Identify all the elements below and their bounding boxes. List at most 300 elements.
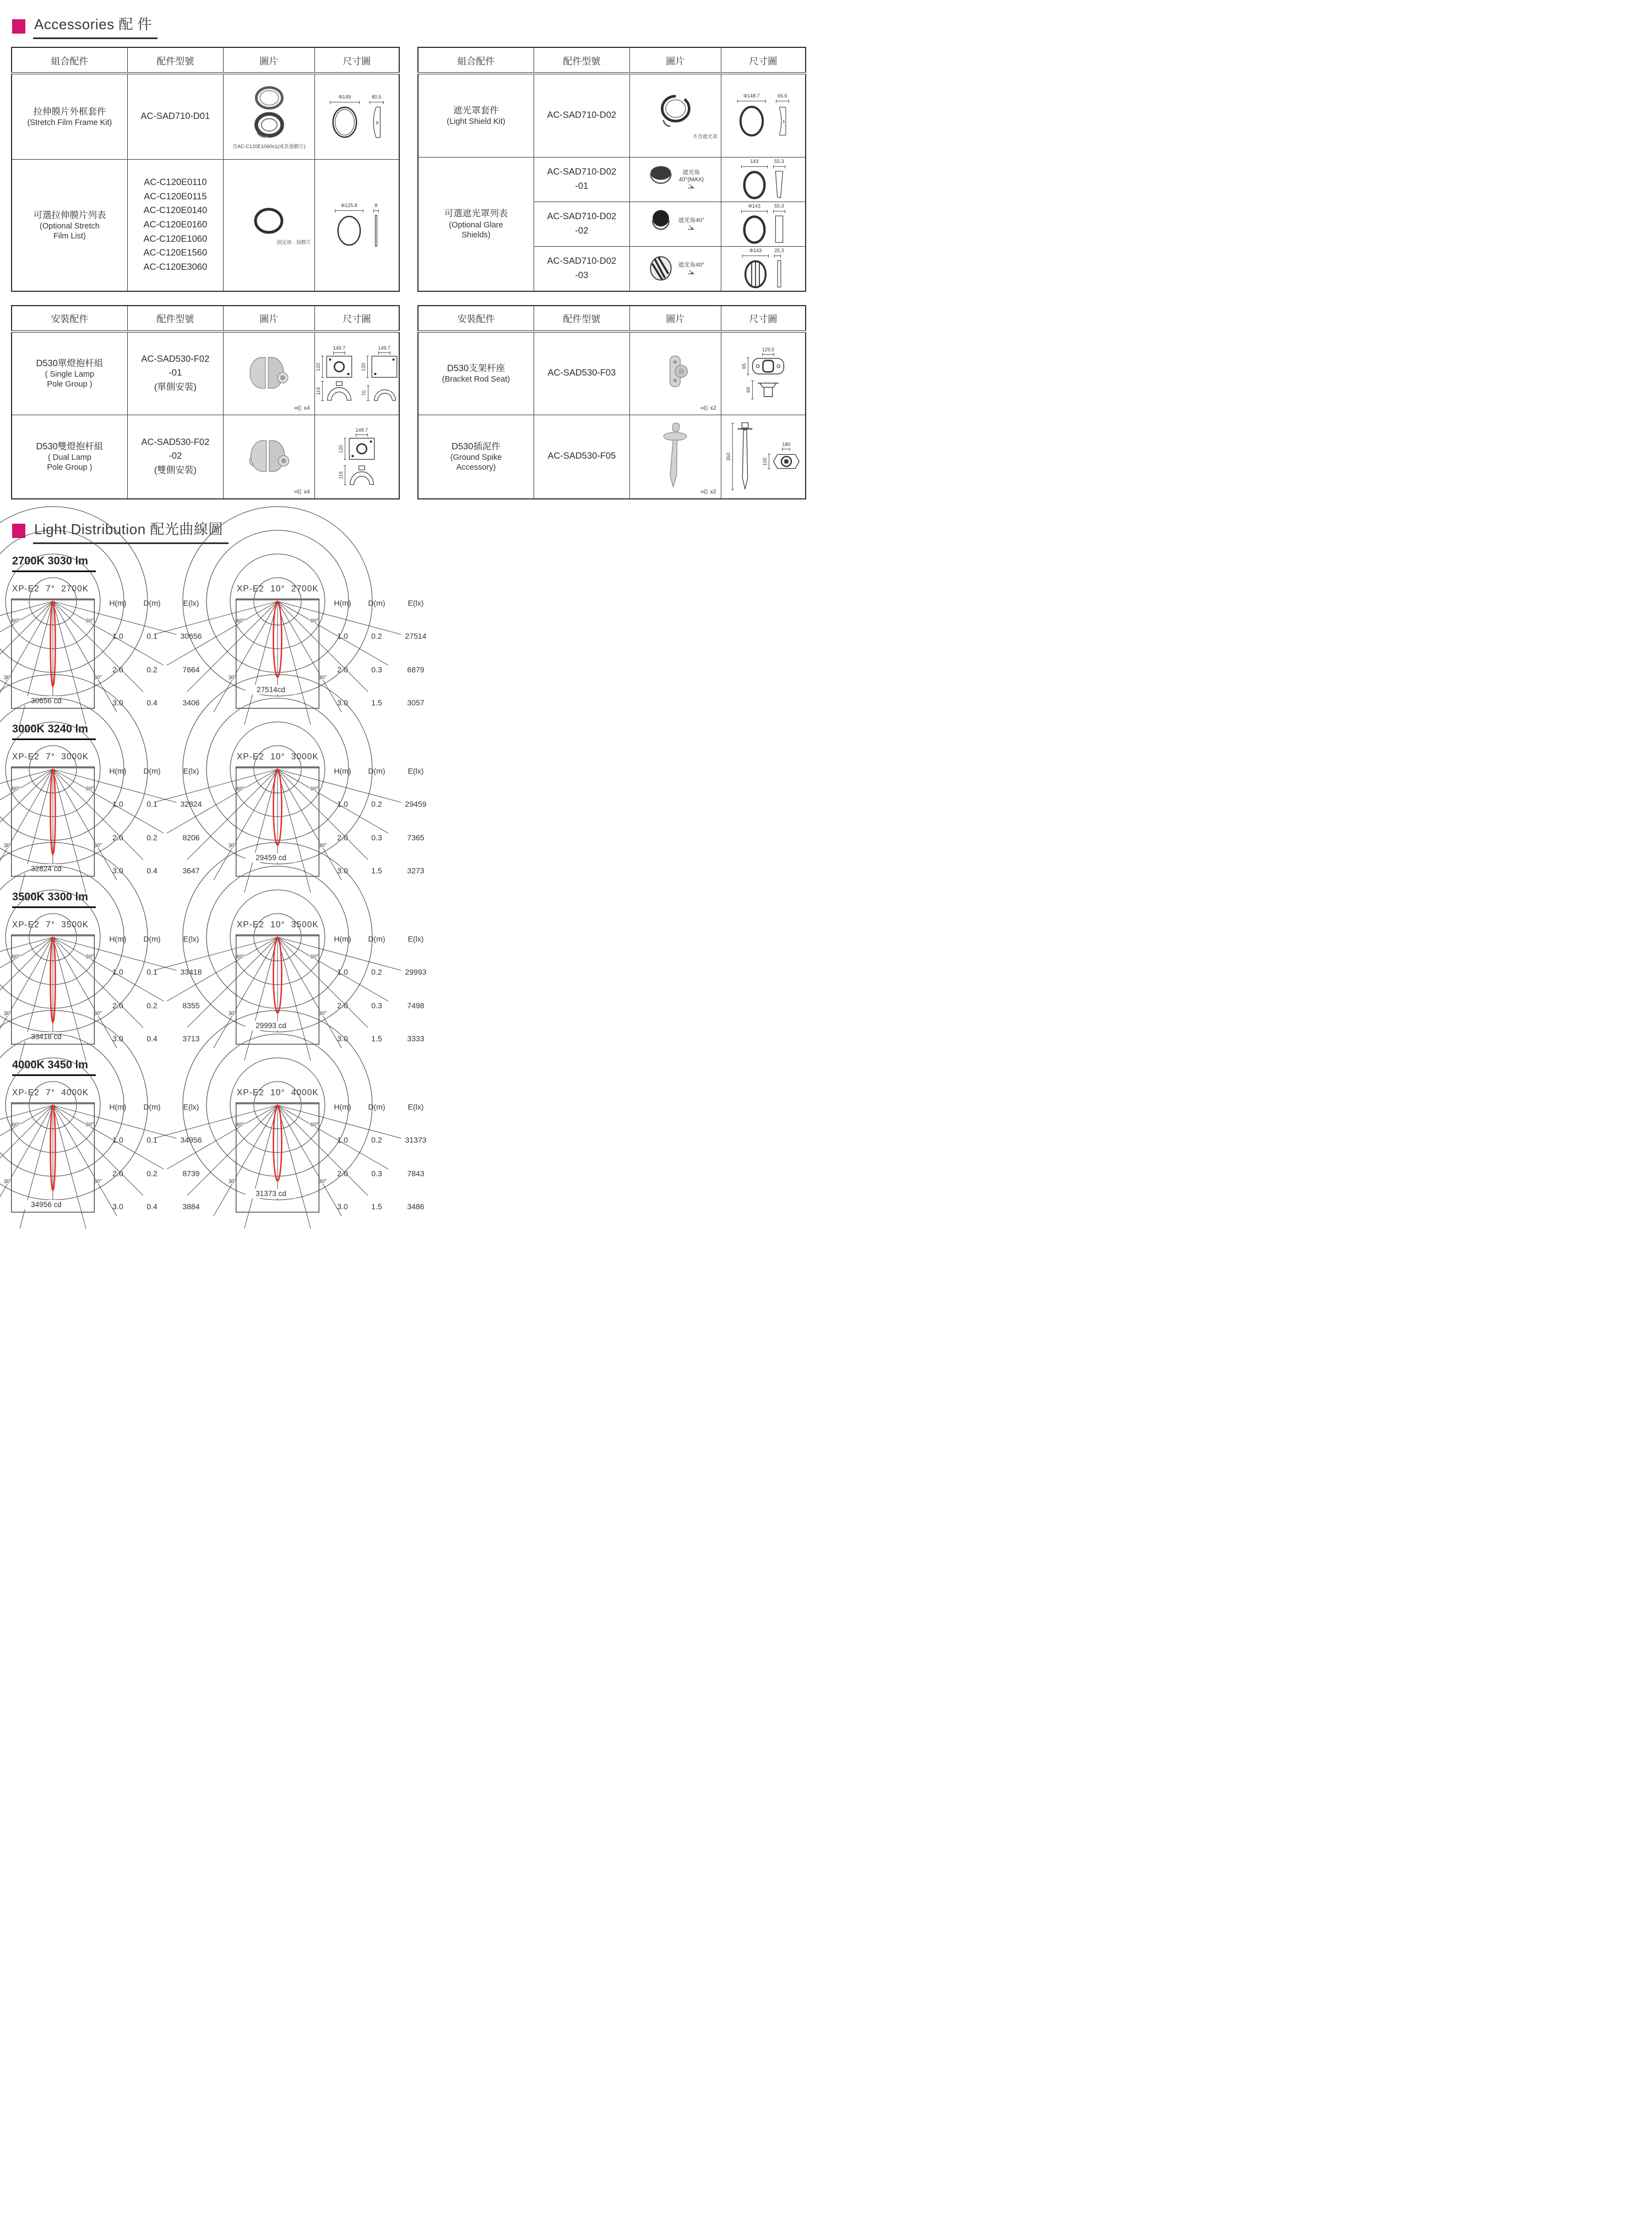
col-header: 配件型號 (534, 47, 629, 73)
side-profile-icon (776, 104, 789, 138)
table-header-row (12, 306, 399, 331)
ld-table-row (104, 1001, 210, 1010)
table-row (418, 331, 806, 415)
depth-dimension: 25.3 (774, 248, 784, 290)
svg-text:60°: 60° (310, 786, 319, 792)
ld-col-header: H(m) (109, 766, 127, 775)
svg-text:30°: 30° (94, 1178, 102, 1185)
ld-data-table (328, 934, 435, 1046)
depth-dimension: 55.3 (773, 159, 785, 200)
accessories-tables-bottom (11, 305, 815, 499)
ld-cell: 2.0 (337, 1001, 348, 1010)
ld-chart-body (228, 1102, 460, 1214)
ld-charts-row (3, 920, 815, 1046)
arch-dimension-figure: 70 (361, 385, 398, 401)
polar-distribution-chart (228, 599, 327, 709)
part-photo-cell (629, 202, 721, 246)
ld-cell: 7664 (182, 665, 200, 674)
diameter-dimension: Φ143 (741, 203, 768, 245)
shield-kit-photo (631, 91, 720, 132)
ld-chart-block (3, 752, 236, 878)
part-name-zh: D530支架杆座 (447, 363, 506, 374)
part-name-cell (12, 331, 127, 415)
ld-chart-block (3, 920, 236, 1046)
col-header: 配件型號 (127, 306, 223, 331)
svg-text:30°: 30° (3, 1010, 12, 1017)
flange-side-icon (756, 380, 781, 400)
table-row (418, 73, 806, 157)
ld-cell: 30656 (180, 632, 202, 641)
screw-qty-note: x2 (700, 405, 716, 411)
ld-chart-body (228, 766, 460, 878)
part-name-en: (Ground Spike (450, 453, 502, 463)
ld-cell: 3486 (407, 1202, 425, 1211)
arch-dimension-figure: 116 (316, 381, 353, 401)
arch-figure-icon (372, 385, 398, 401)
ld-cell: 3.0 (337, 698, 348, 708)
svg-text:30°: 30° (318, 843, 327, 849)
ld-table-row (328, 1135, 435, 1144)
part-photo-cell (223, 160, 314, 291)
polar-distribution-chart (228, 767, 327, 877)
dimension-cell (721, 246, 806, 291)
svg-text:30°: 30° (3, 675, 12, 681)
svg-text:30°: 30° (228, 1178, 237, 1185)
ld-table-row (328, 1202, 435, 1211)
ld-col-header: D(m) (143, 598, 161, 607)
ring-outline-icon (742, 170, 767, 200)
ld-table-header (328, 934, 435, 943)
clamp-photo (225, 437, 313, 476)
part-name-zh: 可選遮光罩列表 (444, 209, 508, 219)
ld-cell: 2.0 (112, 833, 123, 842)
part-name-en: Film List) (53, 231, 86, 241)
ld-cell: 0.2 (146, 1169, 157, 1178)
screw-qty-note: x4 (294, 405, 310, 411)
ld-cell: 7365 (407, 833, 425, 842)
table-row (12, 415, 399, 499)
peak-candela-label: 34956 cd (31, 1200, 62, 1209)
part-name-cell (418, 415, 534, 499)
ld-cell: 2.0 (112, 1169, 123, 1178)
svg-text:60°: 60° (310, 618, 319, 624)
ld-cell: 8355 (182, 1001, 200, 1010)
ld-cell: 0.4 (146, 1202, 157, 1211)
svg-text:30°: 30° (94, 843, 102, 849)
ld-group-heading: 3500K 3300 lm (12, 891, 96, 908)
ld-group (3, 718, 815, 878)
depth-dimension: 65.6 (776, 93, 789, 138)
accessories-section-heading (12, 13, 815, 39)
shade-angle-note: 遮光角40° (678, 262, 704, 275)
depth-dimension: 80.5 (369, 94, 384, 139)
ld-chart-body (3, 934, 236, 1046)
light-distribution-section-heading (12, 518, 815, 544)
louver-shield-photo-icon (646, 253, 675, 284)
arch-dimension-figure: 116 (338, 465, 376, 486)
part-name-en: (Stretch Film Frame Kit) (27, 118, 112, 128)
ld-col-header: H(m) (109, 934, 127, 943)
ld-cell: 0.2 (371, 632, 382, 641)
ld-cell: 8739 (182, 1169, 200, 1178)
front-dimension-figure: 149.7 120 (316, 345, 353, 378)
part-name-zh: 拉伸膜片外框套件 (33, 106, 106, 117)
part-name-cell (418, 73, 534, 157)
svg-text:60°: 60° (85, 618, 94, 624)
ld-cell: 1.5 (371, 866, 382, 876)
diameter-dimension: Φ149 (330, 94, 360, 139)
part-name-zh: 可選拉伸膜片列表 (33, 210, 106, 220)
ld-col-header: H(m) (109, 1102, 127, 1111)
ld-table-row (328, 833, 435, 842)
part-name-en: (Bracket Rod Seat) (442, 375, 510, 384)
ld-table-row (328, 1169, 435, 1178)
ld-cell: 3273 (407, 866, 425, 876)
ld-cell: 0.2 (146, 1001, 157, 1010)
ld-table-row (104, 1169, 210, 1178)
table-header-row (12, 47, 399, 73)
part-name-en: (Optional Stretch (40, 221, 100, 231)
part-photo-cell (223, 331, 314, 415)
plate-figure-icon (371, 355, 398, 378)
ld-chart-block (3, 584, 236, 710)
accessories-tables-top (11, 47, 815, 292)
ld-table-row (328, 800, 435, 808)
ld-table-header (328, 1102, 435, 1111)
dimension-cell (314, 331, 399, 415)
ld-cell: 0.1 (146, 968, 157, 977)
ld-group (3, 1053, 815, 1214)
peak-candela-label: 32824 cd (31, 864, 62, 873)
col-header: 配件型號 (534, 306, 629, 331)
ld-table-row (104, 698, 210, 707)
ld-cell: 0.4 (146, 866, 157, 876)
svg-text:60°: 60° (85, 786, 94, 792)
ld-col-header: H(m) (334, 934, 351, 943)
hex-dimension-figure: 180 100 (762, 442, 801, 471)
ld-cell: 29993 (405, 968, 427, 977)
pole-group-table (11, 305, 400, 499)
ld-cell: 0.3 (371, 1169, 382, 1178)
ld-cell: 1.0 (112, 632, 123, 641)
part-name-en: Shields) (461, 230, 491, 240)
bracket-spike-table (417, 305, 806, 499)
col-header: 尺寸圖 (721, 306, 806, 331)
part-photo-cell (223, 73, 314, 160)
arch-figure-icon (325, 381, 353, 401)
screw-icon (700, 489, 709, 494)
ld-cell: 1.5 (371, 698, 382, 708)
screw-icon (294, 405, 302, 411)
ld-cell: 34956 (180, 1135, 202, 1145)
hex-plate-icon (772, 452, 801, 471)
ld-chart-body (228, 934, 460, 1046)
part-name-cell (418, 157, 534, 291)
ld-cell: 0.1 (146, 632, 157, 641)
table-row (12, 160, 399, 291)
ld-charts-row (3, 752, 815, 878)
ld-col-header: E(lx) (183, 934, 199, 943)
ld-table-header (328, 767, 435, 775)
ld-cell: 1.0 (112, 1135, 123, 1145)
svg-text:60°: 60° (236, 1122, 245, 1128)
ld-cell: 3713 (182, 1034, 200, 1044)
ld-cell: 3.0 (337, 866, 348, 876)
spike-dimension-figure: 350 (726, 421, 754, 492)
part-photo-cell (629, 415, 721, 499)
svg-text:30°: 30° (3, 1178, 12, 1185)
svg-text:60°: 60° (310, 1122, 319, 1128)
peak-candela-label: 30656 cd (31, 696, 62, 705)
dimension-cell (721, 157, 806, 202)
ring-stack-photo-icon (251, 84, 287, 142)
ld-table-header (104, 599, 210, 607)
ld-cell: 3406 (182, 698, 200, 708)
ld-cell: 3884 (182, 1202, 200, 1211)
svg-text:30°: 30° (318, 1010, 327, 1017)
ld-table-row (328, 1001, 435, 1010)
flange-side-figure: 69 (746, 380, 781, 400)
ld-data-table (104, 934, 210, 1046)
ld-cell: 0.2 (146, 665, 157, 674)
stretch-film-table (11, 47, 400, 292)
ld-col-header: H(m) (334, 766, 351, 775)
ld-table-row (328, 968, 435, 976)
screw-icon (294, 489, 302, 494)
flange-front-figure: 129.5 65 (741, 347, 785, 376)
polar-distribution-chart (3, 767, 102, 877)
ld-chart-body (3, 1102, 236, 1214)
light-shield-table (417, 47, 806, 292)
ld-cell: 1.0 (112, 968, 123, 977)
part-model-cell: AC-SAD710-D01 (127, 73, 223, 160)
ld-col-header: D(m) (368, 934, 385, 943)
ld-chart-block (228, 920, 460, 1046)
ld-group-heading: 2700K 3030 lm (12, 555, 96, 572)
ld-data-table (104, 599, 210, 710)
col-header: 組合配件 (418, 47, 534, 73)
diameter-dimension: 143 (741, 159, 768, 200)
dimension-cell (314, 73, 399, 160)
ld-group (3, 550, 815, 710)
ld-cell: 0.2 (371, 1135, 382, 1145)
ground-spike-photo (631, 421, 720, 492)
ring-outline-icon (742, 214, 767, 245)
ld-table-row (104, 866, 210, 875)
svg-text:60°: 60° (12, 954, 20, 960)
ring-outline-icon (335, 214, 363, 248)
ld-cell: 2.0 (337, 665, 348, 674)
polar-distribution-chart (3, 1102, 102, 1213)
ld-cell: 0.2 (371, 968, 382, 977)
peak-candela-label: 29459 cd (256, 853, 286, 862)
svg-text:60°: 60° (12, 1122, 20, 1128)
part-name-en: (Optional Glare (449, 220, 503, 230)
svg-text:30°: 30° (228, 843, 237, 849)
polar-distribution-chart (3, 599, 102, 709)
ld-cell: 7843 (407, 1169, 425, 1178)
ld-cell: 32824 (180, 800, 202, 809)
rod-seat-photo-icon (660, 352, 691, 395)
ld-col-header: D(m) (143, 766, 161, 775)
thin-bar-icon (374, 214, 378, 248)
ld-cell: 31373 (405, 1135, 427, 1145)
angle-arrow-icon (687, 183, 695, 189)
col-header: 配件型號 (127, 47, 223, 73)
ld-cell: 0.3 (371, 1001, 382, 1010)
table-header-row (418, 306, 806, 331)
polar-distribution-chart (3, 934, 102, 1045)
svg-text:30°: 30° (228, 675, 237, 681)
ld-cell: 6879 (407, 665, 425, 674)
angle-arrow-icon (687, 269, 695, 275)
ld-cell: 33418 (180, 968, 202, 977)
ld-chart-block (228, 584, 460, 710)
svg-text:30°: 30° (318, 675, 327, 681)
svg-text:30°: 30° (94, 675, 102, 681)
part-model-cell: AC-SAD530-F05 (534, 415, 629, 499)
dimension-cell (721, 415, 806, 499)
polar-distribution-chart (228, 934, 327, 1045)
depth-dimension: 55.3 (773, 203, 785, 245)
table-row (418, 415, 806, 499)
ld-cell: 2.0 (337, 1169, 348, 1178)
part-name-zh: D530雙燈抱杆組 (36, 441, 104, 452)
arch-figure-icon (348, 465, 376, 486)
shade-angle-note: 遮光角40° (678, 217, 704, 231)
dimension-cell (721, 331, 806, 415)
ld-cell: 0.4 (146, 1034, 157, 1044)
svg-text:60°: 60° (236, 786, 245, 792)
part-name-en: Pole Group ) (47, 463, 93, 472)
ld-col-header: E(lx) (183, 766, 199, 775)
col-header: 尺寸圖 (314, 47, 399, 73)
rod-seat-photo (631, 352, 720, 395)
dual-clamp-photo-icon (242, 437, 295, 476)
clamp-halves-photo-icon (242, 354, 295, 393)
magenta-square-icon (12, 19, 25, 34)
col-header: 安裝配件 (418, 306, 534, 331)
diameter-dimension: Φ125.8 (335, 203, 363, 248)
ld-cell: 27514 (405, 632, 427, 641)
col-header: 尺寸圖 (314, 306, 399, 331)
ld-col-header: D(m) (368, 1102, 385, 1111)
ld-table-row (104, 1034, 210, 1043)
ld-table-row (104, 1135, 210, 1144)
part-name-zh: D530插泥件 (451, 441, 501, 452)
ld-cell: 0.3 (371, 833, 382, 842)
ld-col-header: H(m) (334, 598, 351, 607)
dimension-cell (314, 415, 399, 499)
ld-cell: 8206 (182, 833, 200, 842)
table-row (12, 73, 399, 160)
ld-col-header: E(lx) (407, 934, 424, 943)
svg-text:60°: 60° (236, 618, 245, 624)
ld-chart-title: XP-E2 10° 2700K (237, 584, 319, 594)
light-distribution-groups (3, 550, 815, 1214)
ld-table-row (328, 866, 435, 875)
ld-chart-block (3, 1088, 236, 1214)
polar-distribution-chart (228, 1102, 327, 1213)
part-name-en: (Light Shield Kit) (447, 117, 506, 126)
ld-chart-body (228, 598, 460, 710)
ld-table-row (104, 968, 210, 976)
ld-col-header: D(m) (143, 1102, 161, 1111)
ld-cell: 1.0 (337, 632, 348, 641)
ld-group-heading: 4000K 3450 lm (12, 1059, 96, 1076)
ld-chart-block (228, 752, 460, 878)
col-header: 圖片 (223, 47, 314, 73)
part-name-en: Accessory) (456, 463, 496, 472)
front-dimension-figure: 149.7 120 (338, 427, 376, 460)
part-name-cell (12, 73, 127, 160)
ld-cell: 1.0 (112, 800, 123, 809)
ld-cell: 0.1 (146, 1135, 157, 1145)
part-photo-cell (629, 157, 721, 202)
magenta-square-icon (12, 524, 25, 538)
ld-cell: 0.2 (371, 800, 382, 809)
ld-table-row (104, 833, 210, 842)
dimension-cell (314, 160, 399, 291)
ld-cell: 0.1 (146, 800, 157, 809)
ld-col-header: D(m) (368, 766, 385, 775)
part-name-cell (418, 331, 534, 415)
ld-cell: 2.0 (112, 1001, 123, 1010)
ld-cell: 0.2 (146, 833, 157, 842)
svg-text:60°: 60° (12, 618, 20, 624)
ld-col-header: E(lx) (183, 1102, 199, 1111)
frame-kit-photo (225, 84, 313, 142)
ld-cell: 0.3 (371, 665, 382, 674)
part-photo-cell (223, 415, 314, 499)
ld-table-row (104, 665, 210, 674)
svg-text:30°: 30° (94, 1010, 102, 1017)
ld-chart-title: XP-E2 7° 3500K (12, 920, 89, 930)
ld-col-header: E(lx) (407, 598, 424, 607)
part-model-cell: AC-SAD710-D02 -03 (534, 246, 629, 291)
shade-angle-note: 遮光角 40°(MAX) (678, 169, 704, 189)
ld-table-header (104, 934, 210, 943)
ld-table-row (328, 1034, 435, 1043)
ld-cell: 3647 (182, 866, 200, 876)
film-ring-photo-icon (252, 204, 285, 237)
svg-text:60°: 60° (310, 954, 319, 960)
svg-text:30°: 30° (228, 1010, 237, 1017)
clamp-photo (225, 354, 313, 393)
dimension-cell (721, 202, 806, 246)
ld-table-row (104, 632, 210, 640)
svg-text:60°: 60° (85, 954, 94, 960)
ld-chart-title: XP-E2 10° 3500K (237, 920, 319, 930)
col-header: 圖片 (629, 47, 721, 73)
part-name-zh: D530單燈抱杆組 (36, 358, 104, 368)
ld-charts-row (3, 584, 815, 710)
ld-chart-title: XP-E2 10° 4000K (237, 1088, 319, 1097)
svg-text:30°: 30° (3, 843, 12, 849)
table-row (12, 331, 399, 415)
part-name-en: Pole Group ) (47, 380, 93, 389)
dimension-cell (721, 73, 806, 157)
tapered-profile-icon (774, 170, 785, 200)
ld-chart-title: XP-E2 7° 2700K (12, 584, 89, 594)
ld-col-header: E(lx) (407, 766, 424, 775)
screw-qty-note: x2 (700, 488, 716, 495)
ld-data-table (328, 599, 435, 710)
ld-cell: 7498 (407, 1001, 425, 1010)
part-model-cell: AC-C120E0110 AC-C120E0115 AC-C120E0140 AC-C120E0160 AC-C120E1060 AC-C120E1560 AC-C120E3060 (127, 160, 223, 291)
photo-note: 固定座 · 加膜片 (276, 240, 311, 246)
part-name-en: ( Single Lamp (45, 370, 95, 379)
